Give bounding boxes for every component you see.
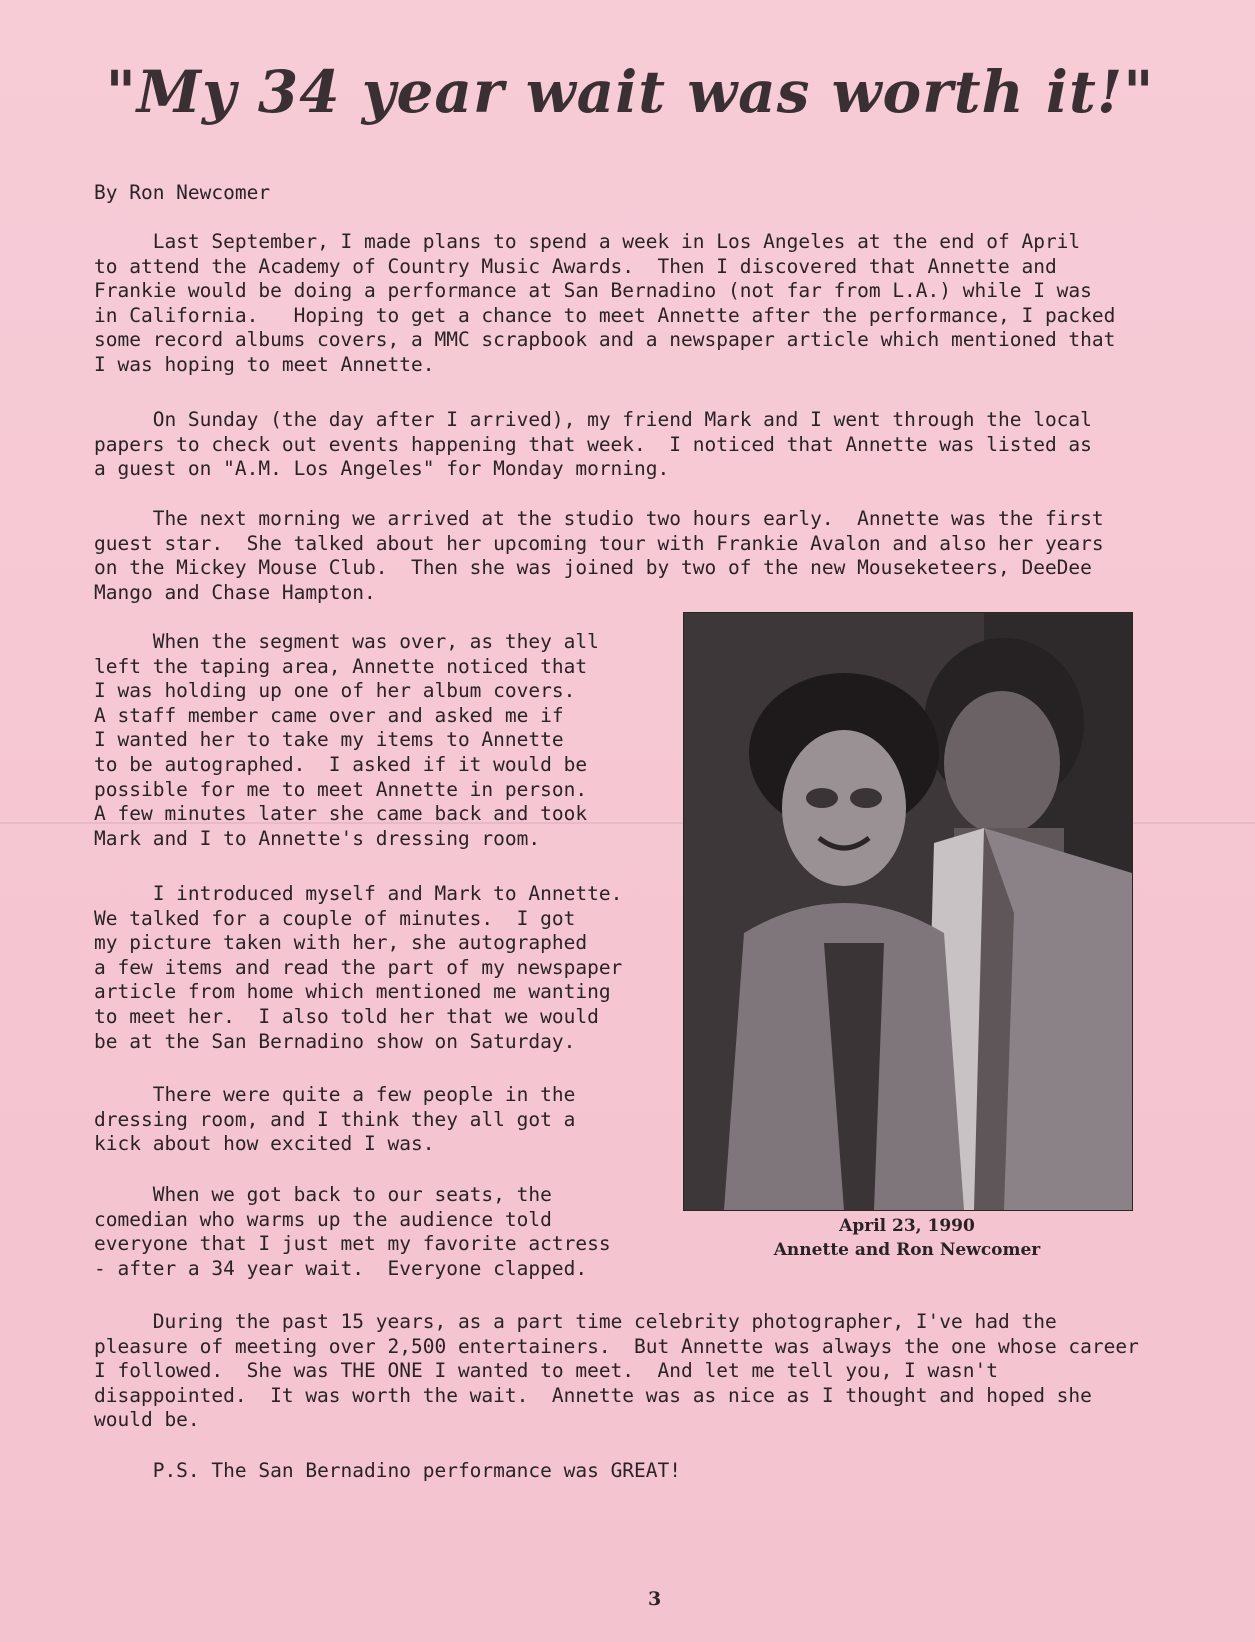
paragraph-5: I introduced myself and Mark to Annette. We talked for a couple of minutes. I got my picture taken with her, she autographed a few items and read the part of my newspaper article from home which mentioned me wanting to meet her. I also told her that we would be at the San Bernadino show on Saturday.: [94, 882, 623, 1053]
postscript: P.S. The San Bernadino performance was GREAT!: [94, 1459, 682, 1482]
paragraph-7: When we got back to our seats, the comedian who warms up the audience told everyone that I just met my favorite actress - after a 34 year wait. Everyone clapped.: [94, 1183, 611, 1280]
article-photo: [683, 612, 1133, 1211]
article-title: "My 34 year wait was worth it!": [105, 58, 1155, 126]
caption-names: Annette and Ron Newcomer: [773, 1240, 1041, 1260]
paragraph-2: On Sunday (the day after I arrived), my friend Mark and I went through the local papers to check out events happening that week. I noticed that Annette was listed as a guest on "A.M. Los Angeles" for Monday morning.: [94, 408, 1092, 481]
caption-date: April 23, 1990: [839, 1216, 975, 1236]
photo-caption: [683, 1214, 1131, 1262]
byline: By Ron Newcomer: [94, 181, 271, 204]
paragraph-8: During the past 15 years, as a part time celebrity photographer, I've had the pleasure of meeting over 2,500 entertainers. But Annette was always the one whose career I followed. She was THE ONE I wanted to meet. And let me tell you, I wasn't disappointed. It was worth the wait. Annette was as nice as I thought and hoped she would be.: [94, 1310, 1139, 1432]
paragraph-4: When the segment was over, as they all left the taping area, Annette noticed that I was holding up one of her album covers. A staff member came over and asked me if I wanted her to take my items to Annette to be autographed. I asked if it would be possible for me to meet Annette in person. A few minutes later she came back and took Mark and I to Annette's dressing room.: [94, 630, 599, 850]
paragraph-1: Last September, I made plans to spend a week in Los Angeles at the end of April to attend the Academy of Country Music Awards. Then I discovered that Annette and Frankie would be doing a performance at San Bernadino (not far from L.A.) while I was in California. Hoping to get a chance to meet Annette after the performance, I packed some record albums covers, a MMC scrapbook and a newspaper article which mentioned that I was hoping to meet Annette.: [94, 230, 1116, 376]
photo-illustration: [684, 613, 1132, 1210]
paragraph-3: The next morning we arrived at the studio two hours early. Annette was the first guest star. She talked about her upcoming tour with Frankie Avalon and also her years on the Mickey Mouse Club. Then she was joined by two of the new Mouseketeers, DeeDee Mango and Chase Hampton.: [94, 507, 1104, 604]
page-number: 3: [648, 1588, 662, 1610]
paragraph-6: There were quite a few people in the dressing room, and I think they all got a kick about how excited I was.: [94, 1083, 576, 1156]
